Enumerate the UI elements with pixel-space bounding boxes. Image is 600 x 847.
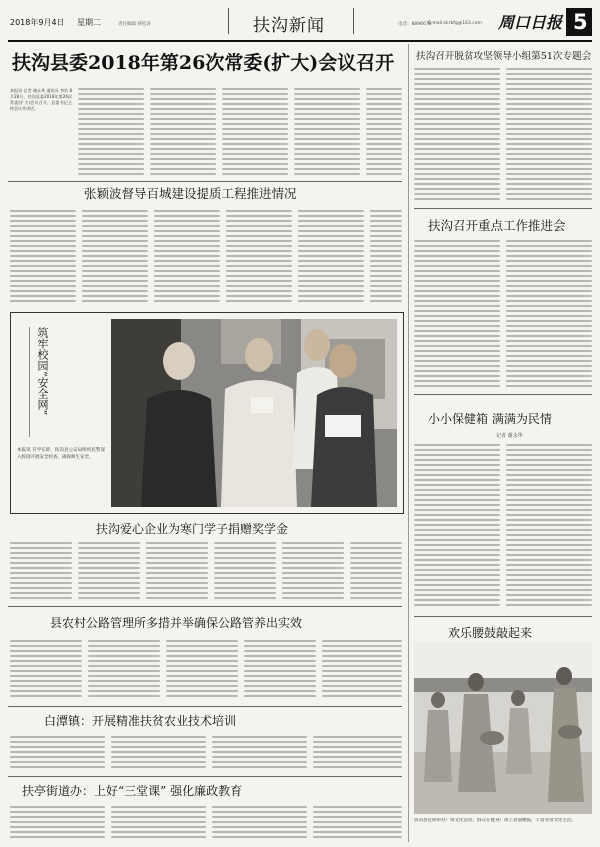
section-banner	[228, 8, 354, 34]
rule-3	[8, 706, 402, 707]
road-body-5	[322, 640, 402, 702]
issue-weekday: 星期二	[77, 18, 101, 27]
second-article-body-5	[298, 210, 364, 306]
charity-body-2	[78, 542, 140, 602]
road-headline: 县农村公路管理所多措并举确保公路管养出实效	[50, 616, 303, 630]
poverty-headline: 白潭镇：开展精准扶贫农业技术培训	[44, 714, 237, 728]
right-3-body-2	[506, 444, 592, 612]
page-number: 5	[573, 10, 588, 34]
waist-drum-photo	[414, 642, 592, 814]
charity-body-6	[350, 542, 402, 602]
second-article-body-3	[154, 210, 220, 306]
rule-2	[8, 606, 402, 607]
contact-email: E-mail:zkrbfg@163.com	[428, 21, 482, 26]
editor-credit: 责任编辑 韩松涛	[118, 22, 151, 27]
charity-body-3	[146, 542, 208, 602]
road-body-2	[88, 640, 160, 702]
header-rule	[8, 40, 592, 42]
rule-r1	[414, 208, 592, 209]
integrity-body-1	[10, 806, 105, 842]
poverty-body-3	[212, 736, 307, 772]
charity-headline: 扶沟爱心企业为寒门学子捐赠奖学金	[96, 522, 289, 536]
contact-phone: 电话：8896678	[398, 22, 432, 27]
newspaper-logo: 周口日报	[498, 13, 563, 32]
right-headline-3: 小小保健箱 满满为民情	[428, 412, 552, 426]
main-article-body-5	[366, 88, 402, 178]
right-2-body-1	[414, 240, 500, 390]
main-article-lead: 本报讯 记者 谢永华 通讯员 李浩 8月28日，扶沟县委2018年第26次常委(扩大)会议召开，县委书记主持会议并讲话。	[10, 88, 72, 111]
second-article-body-1	[10, 210, 76, 306]
masthead	[0, 0, 600, 40]
rule-1	[8, 181, 402, 182]
school-safety-feature	[10, 312, 404, 514]
issue-date: 2018年9月4日	[10, 18, 65, 27]
main-article-body-4	[294, 88, 360, 178]
second-article-body-6	[370, 210, 402, 306]
second-article-body-2	[82, 210, 148, 306]
drum-headline: 欢乐腰鼓敲起来	[448, 626, 533, 640]
right-headline-2: 扶沟召开重点工作推进会	[428, 218, 566, 233]
road-body-3	[166, 640, 238, 702]
charity-body-1	[10, 542, 72, 602]
poverty-body-1	[10, 736, 105, 772]
second-headline: 张颖波督导百城建设提质工程推进情况	[84, 186, 297, 201]
photo-title: 筑牢校园“安全网”	[36, 327, 49, 416]
road-body-1	[10, 640, 82, 702]
integrity-body-2	[111, 806, 206, 842]
main-article-body-2	[150, 88, 216, 178]
right-1-body-1	[414, 68, 500, 204]
integrity-body-3	[212, 806, 307, 842]
school-safety-photo	[111, 319, 397, 507]
charity-body-5	[282, 542, 344, 602]
main-headline: 扶沟县委2018年第26次常委(扩大)会议召开	[12, 52, 395, 74]
main-article-body-1	[78, 88, 144, 178]
right-1-body-2	[506, 68, 592, 204]
drum-caption: 扶沟县近期举办广场文化活动，群众在健身广场上表演腰鼓，丰富业余文化生活。	[414, 818, 576, 823]
integrity-body-4	[313, 806, 402, 842]
road-body-4	[244, 640, 316, 702]
photo-caption: 本报讯 开学在即，扶沟县公安局组织民警深入校园开展安全检查，确保师生安全。	[17, 448, 105, 460]
section-title: 扶沟新闻	[253, 16, 325, 36]
second-article-body-4	[226, 210, 292, 306]
poverty-body-2	[111, 736, 206, 772]
page-number-box	[566, 8, 592, 36]
main-article-body-3	[222, 88, 288, 178]
column-divider	[408, 44, 409, 842]
rule-r3	[414, 616, 592, 617]
rule-r2	[414, 394, 592, 395]
right-byline-3: 记者 谢永华	[496, 433, 523, 439]
right-headline-1: 扶沟召开脱贫攻坚领导小组第51次专题会	[416, 51, 592, 62]
rule-4	[8, 776, 402, 777]
charity-body-4	[214, 542, 276, 602]
right-3-body-1	[414, 444, 500, 612]
right-2-body-2	[506, 240, 592, 390]
integrity-headline: 扶亭街道办：上好“三堂课” 强化廉政教育	[22, 784, 243, 798]
poverty-body-4	[313, 736, 402, 772]
photo-title-box	[29, 327, 54, 437]
